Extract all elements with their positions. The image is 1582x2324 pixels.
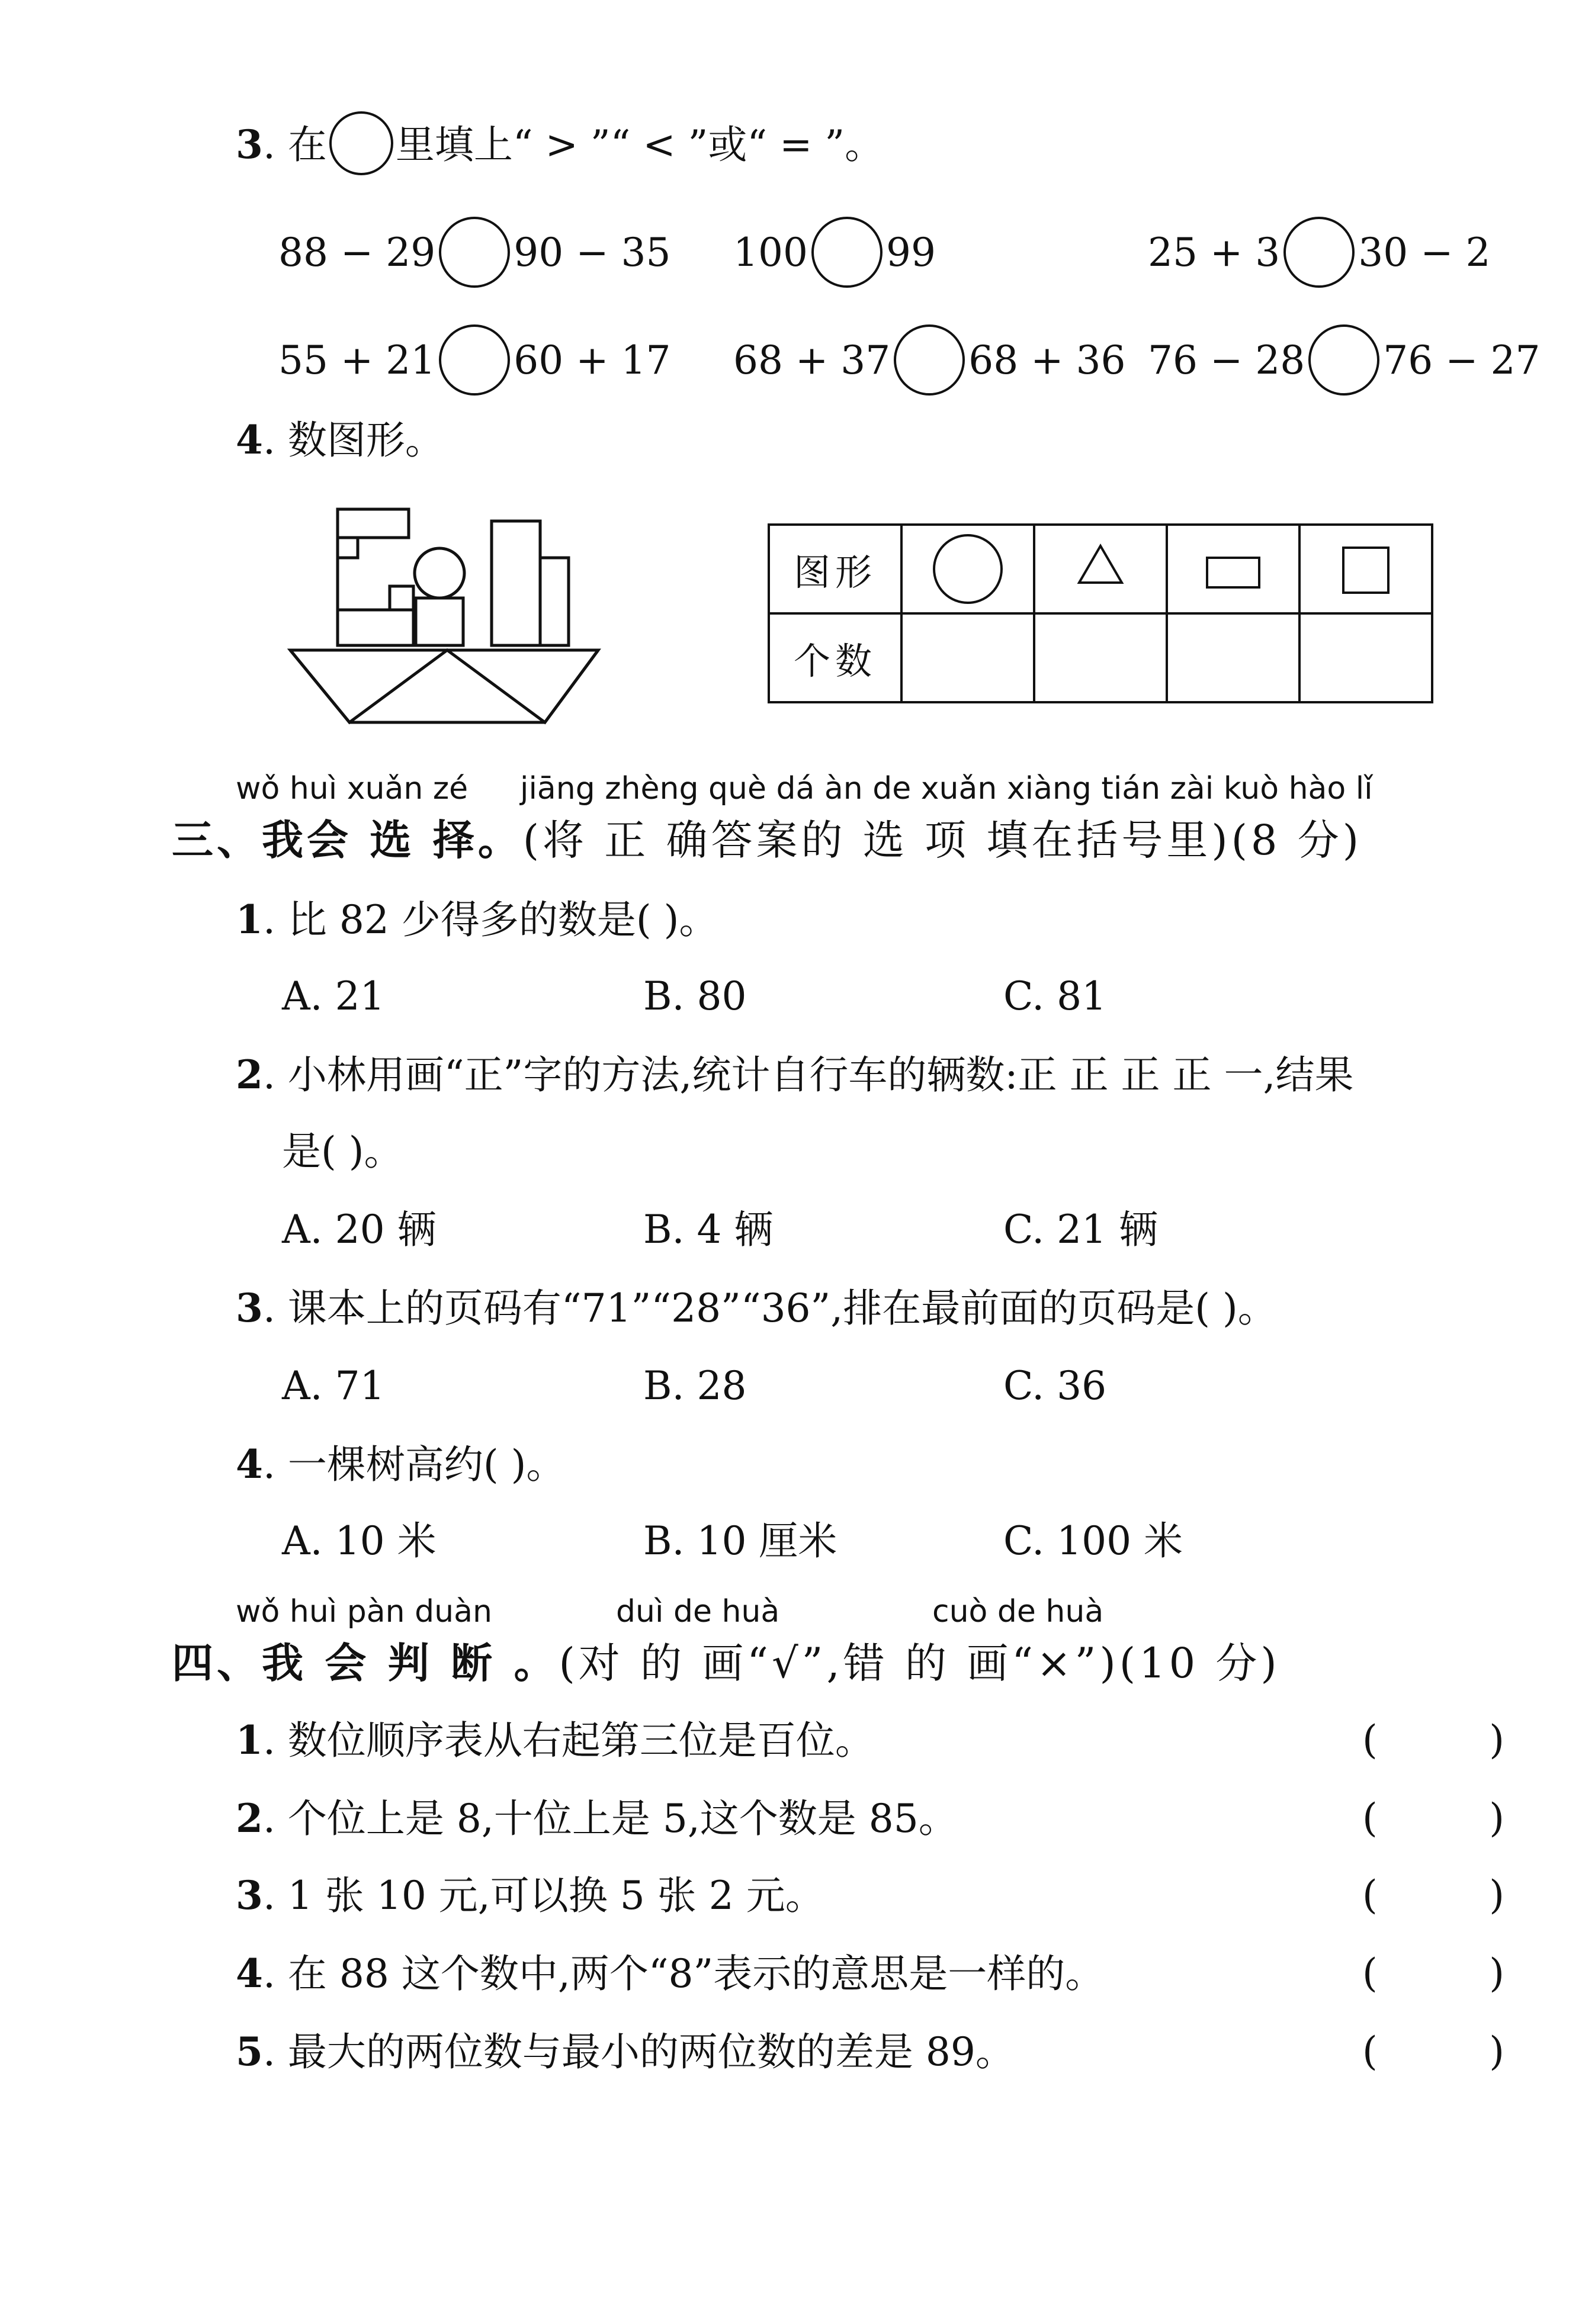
judge-text: . 在 88 这个数中,两个“8”表示的意思是一样的。 [262,1951,1105,1997]
paren-close: ) [1489,1795,1504,1841]
section4-title: 四、我 会 判 断 。 [172,1638,559,1687]
compare-left: 25 + 3 [1148,230,1281,275]
judge-text: . 1 张 10 元,可以换 5 张 2 元。 [262,1873,824,1918]
tall-rectangle [492,521,540,645]
option-b: B. 4 辆 [643,1207,774,1252]
option-a: A. 20 辆 [282,1207,437,1252]
compare-left: 100 [733,230,808,275]
table-cell-triangle [1034,525,1167,613]
count-cell-square[interactable] [1299,613,1432,702]
compare-right: 30 − 2 [1358,230,1491,275]
compare-item [278,220,670,291]
compare-right: 90 − 35 [514,230,671,275]
judge-number: 1 [236,1717,263,1763]
judge-answer-box[interactable] [1362,1950,1504,1996]
square-icon [1342,547,1390,594]
judge-text: . 数位顺序表从右起第三位是百位。 [262,1718,874,1763]
square-under-circle [416,598,463,645]
paren-open: ( [1362,2029,1378,2074]
shape-count-table [768,523,1433,703]
compare-right: 76 − 27 [1383,337,1541,383]
question-number: 4 [236,1441,263,1487]
question-text: . 小林用画“正”字的方法,统计自行车的辆数:正 正 正 正 一,结果 [262,1052,1354,1098]
section3-heading [172,815,1363,864]
judge-item [236,1950,1105,1997]
circle-icon [933,534,1003,604]
choice-question [236,896,718,943]
compare-item [278,328,670,399]
option-a: A. 21 [282,973,385,1019]
medium-rectangle [540,558,569,645]
option-c: C. 36 [1003,1363,1107,1409]
boat-shapes-figure [284,497,628,728]
section4-pinyin-c: cuò de huà [932,1594,1104,1629]
q4-title: . 数图形。 [262,417,444,463]
judge-answer-box[interactable] [1362,2029,1504,2074]
table-cell-rectangle [1167,525,1299,613]
q3-instruction: 里填上“ > ”“ < ”或“ = ”。 [395,122,884,168]
paren-close: ) [1489,1950,1504,1996]
judge-item [236,1795,958,1841]
compare-left: 88 − 29 [278,230,436,275]
judge-answer-box[interactable] [1362,1795,1504,1841]
paren-open: ( [1362,1950,1378,1996]
flag-rectangle [338,509,409,538]
option-a: A. 10 米 [282,1518,437,1564]
question-text: . 比 82 少得多的数是( )。 [262,897,718,943]
option-a: A. 71 [282,1363,385,1409]
paren-open: ( [1362,1872,1378,1918]
compare-circle-icon [329,111,393,175]
section3-pinyin-b: jiāng zhèng què dá àn de xuǎn xiàng tián zài kuò hào lǐ [520,771,1373,806]
option-c: C. 21 辆 [1003,1207,1159,1252]
paren-open: ( [1362,1717,1378,1763]
q4-heading [236,417,444,463]
judge-item [236,2029,1015,2075]
section4-instruction: (对 的 画“√”,错 的 画“×”)(10 分) [559,1639,1281,1687]
judge-number: 2 [236,1795,263,1841]
table-cell-circle [901,525,1034,613]
compare-right: 99 [885,230,936,275]
compare-item [1148,220,1490,291]
answer-circle[interactable] [439,217,510,288]
judge-answer-box[interactable] [1362,1717,1504,1763]
paren-open: ( [1362,1795,1378,1841]
triangle-icon [1077,544,1124,585]
choice-question [236,1052,1354,1098]
section4-pinyin-a: wǒ huì pàn duàn [236,1594,492,1629]
judge-number: 4 [236,1950,263,1997]
count-cell-circle[interactable] [901,613,1034,702]
compare-left: 76 − 28 [1148,337,1305,383]
question-text: . 一棵树高约( )。 [262,1442,566,1487]
question-number: 3 [236,1285,263,1331]
judge-number: 5 [236,2029,263,2075]
compare-item [733,220,936,291]
q3-number: 3 [236,121,263,168]
q3-heading [236,116,884,180]
paren-close: ) [1489,1872,1504,1918]
judge-answer-box[interactable] [1362,1872,1504,1918]
count-cell-rectangle[interactable] [1167,613,1299,702]
compare-item [1148,328,1540,399]
judge-text: . 个位上是 8,十位上是 5,这个数是 85。 [262,1796,958,1841]
count-cell-triangle[interactable] [1034,613,1167,702]
judge-text: . 最大的两位数与最小的两位数的差是 89。 [262,2029,1015,2075]
option-b: B. 10 厘米 [643,1518,837,1564]
q3-prefix: . 在 [262,122,327,168]
question-text-continued: 是( )。 [282,1129,403,1174]
answer-circle[interactable] [439,324,510,396]
compare-right: 60 + 17 [514,337,671,383]
q4-number: 4 [236,417,263,463]
answer-circle[interactable] [1283,217,1355,288]
question-number: 1 [236,896,263,943]
compare-item [733,328,1125,399]
compare-right: 68 + 36 [968,337,1126,383]
choice-question [236,1285,1277,1331]
small-square [390,586,413,610]
question-number: 2 [236,1052,263,1098]
paren-close: ) [1489,2029,1504,2074]
judge-number: 3 [236,1872,263,1918]
circle-shape [415,548,464,598]
option-c: C. 100 米 [1003,1518,1183,1564]
section4-heading [172,1638,1281,1687]
answer-circle[interactable] [1308,324,1379,396]
judge-item [236,1872,824,1918]
choice-question [236,1441,566,1487]
section3-instruction: (将 正 确答案的 选 项 填在括号里)(8 分) [522,816,1363,864]
table-header-shape: 图形 [769,525,901,613]
answer-circle[interactable] [811,217,883,288]
option-b: B. 28 [643,1363,747,1409]
option-c: C. 81 [1003,973,1107,1019]
answer-circle[interactable] [894,324,965,396]
table-cell-square [1299,525,1432,613]
compare-left: 55 + 21 [278,337,436,383]
section3-title: 三、我会 选 择。 [172,815,523,864]
compare-left: 68 + 37 [733,337,891,383]
table-header-count: 个数 [769,613,901,702]
section3-pinyin-a: wǒ huì xuǎn zé [236,771,468,806]
judge-item [236,1717,874,1763]
rectangle-icon [1206,557,1260,589]
paren-close: ) [1489,1717,1504,1763]
cabin-rectangle [338,610,413,645]
question-text: . 课本上的页码有“71”“28”“36”,排在最前面的页码是( )。 [262,1285,1277,1331]
section4-pinyin-b: duì de huà [616,1594,780,1629]
option-b: B. 80 [643,973,747,1019]
